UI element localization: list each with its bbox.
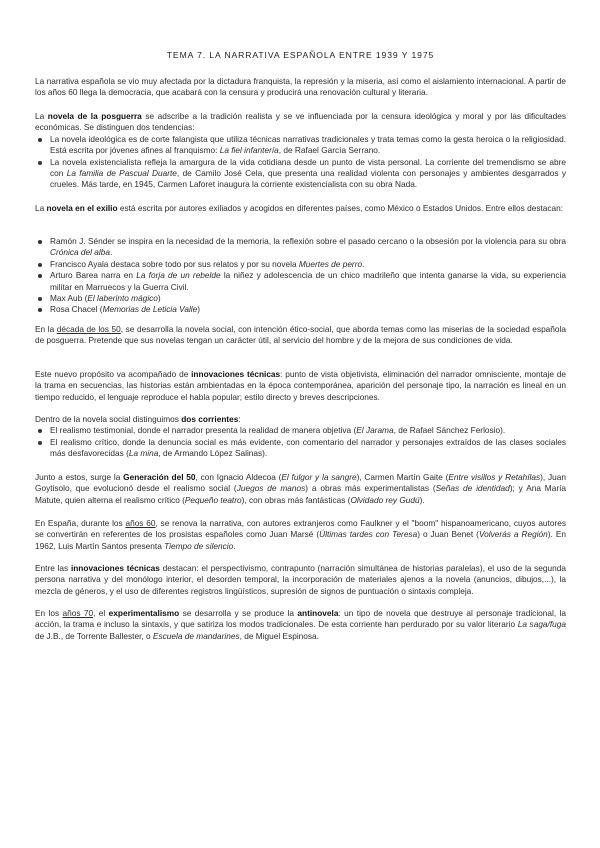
list-item: Ramón J. Sénder se inspira en la necesidad de la memoria, la reflexión sobre el pasado cercano o la obsesión por la violencia para su obra Crónica del alba. <box>35 236 566 259</box>
list-item: Max Aub (El laberinto mágico) <box>35 293 566 304</box>
posguerra-section <box>35 111 566 191</box>
document-title: TEMA 7. LA NARRATIVA ESPAÑOLA ENTRE 1939 Y 1975 <box>166 50 435 60</box>
exilio-intro: La novela en el exilio está escrita por autores exiliados y acogidos en diferentes países, como México o Estados Unidos. Entre ellos destacan: <box>35 203 564 213</box>
list-item: El realismo testimonial, donde el narrador presenta la realidad de manera objetiva (El Jarama, de Rafael Sánchez Ferlosio). <box>35 425 566 436</box>
proposito-paragraph: Este nuevo propósito va acompañado de innovaciones técnicas: punto de vista objetivista, eliminación del narrador omnisciente, montaje de la trama en secuencias, las historias están ambientadas en la época contemporánea, aparición del personaje tipo, la narración es lineal en un tiempo reducido, el lenguaje reproduce el habla popular; estilo directo y breves descripciones. <box>35 369 567 402</box>
innovaciones-paragraph: Entre las innovaciones técnicas destacan: el perspectivismo, contrapunto (narración simultánea de historias paralelas), el uso de la segunda persona narrativa y del monólogo interior, el desorden temporal, la incorporación de materiales ajenos a la novela (anuncios, dibujos,...), la mezcla de géneros, y el uso de diferentes registros lingüísticos, supresión de signos de puntuación o sintaxis compleja. <box>35 563 566 596</box>
list-item: La novela existencialista refleja la amargura de la vida cotidiana desde un punto de vista personal. La corriente del tremendismo se abre con La familia de Pascual Duarte, de Camilo José Cela, que presenta una realidad violenta con personajes y ambientes desgarrados y crueles. Más tarde, en 1945, Carmen Laforet inaugura la corriente existencialista con su obra Nada. <box>35 157 566 191</box>
social-intro: Dentro de la novela social distinguimos dos corrientes: <box>35 414 241 424</box>
list-item: Francisco Ayala destaca sobre todo por sus relatos y por su novela Muertes de perro. <box>35 259 566 270</box>
anos60-paragraph: En España, durante los años 60, se renova la narrativa, con autores extranjeros como Faulkner y el "boom" hispanoamericano, cuyos autores se convertirán en referentes de los prosistas españoles como Juan Marsé (Últimas tardes con Teresa) o Juan Benet (Volverás a Región). En 1962, Luis Martín Santos presenta Tiempo de silencio. <box>35 518 566 551</box>
list-item: El realismo crítico, donde la denuncia social es más evidente, con comentario del narrador y personajes extraídos de las clases sociales más desfavorecidas (La mina, de Armando López Salinas). <box>35 437 566 460</box>
list-item: Arturo Barea narra en La forja de un rebelde la niñez y adolescencia de un chico madrileño que intenta ganarse la vida, su experiencia militar en Marruecos y la Guerra Civil. <box>35 270 566 293</box>
list-item: La novela ideológica es de corte falangista que utiliza técnicas narrativas tradicionales y trata temas como la gesta heroica o la religiosidad. Está escrita por jóvenes afines al franquismo: La fiel infantería, de Rafael García Serrano. <box>35 134 566 157</box>
posguerra-intro: La novela de la posguerra se adscribe a la tradición realista y se ve influenciada por la censura ideológica y moral y por las dificultades económicas. Se distinguen dos tendencias: <box>35 111 567 133</box>
intro-paragraph: La narrativa española se vio muy afectada por la dictadura franquista, la represión y la miseria, así como el aislamiento internacional. A partir de los años 60 llega la democracia, que acabará con la censura y producirá una renovación cultural y literaria. <box>35 76 566 98</box>
anos70-paragraph: En los años 70, el experimentalismo se desarrolla y se produce la antinovela: un tipo de novela que destruye al personaje tradicional, la acción, la trama e incluso la sintaxis, y que satiriza los modos tradicionales. De esta corriente han perdurado por su valor literario La saga/fuga de J.B., de Torrente Ballester, o Escuela de mandarines, de Miguel Espinosa. <box>35 608 567 641</box>
generacion-paragraph: Junto a estos, surge la Generación del 50, con Ignacio Aldecoa (El fulgor y la sangre), Carmen Martín Gaite (Entre visillos y Retahílas), Juan Goytisolo, que evolucionó desde el realismo social (Juegos de manos) a obras más experimentalistas (Señas de identidad); y Ana María Matute, quien alterna el realismo crítico (Pequeño teatro), con obras más fantásticas (Olvidado rey Gudú). <box>35 472 567 505</box>
social-list <box>35 425 566 459</box>
decada50-paragraph: En la década de los 50, se desarrolla la novela social, con intención ético-social, que aborda temas como las miserias de la sociedad española de posguerra. Pretende que sus novelas tengan un carácter útil, al servicio del hombre y de la mejora de sus condiciones de vida. <box>35 324 566 346</box>
posguerra-heading: novela de la posguerra <box>47 111 142 121</box>
social-section <box>35 414 566 460</box>
list-item: Rosa Chacel (Memorias de Leticia Valle) <box>35 304 566 315</box>
exilio-heading: novela en el exilio <box>46 203 118 213</box>
decada50-link: década de los 50 <box>56 324 121 334</box>
posguerra-list <box>35 134 566 191</box>
exilio-list <box>35 236 566 316</box>
